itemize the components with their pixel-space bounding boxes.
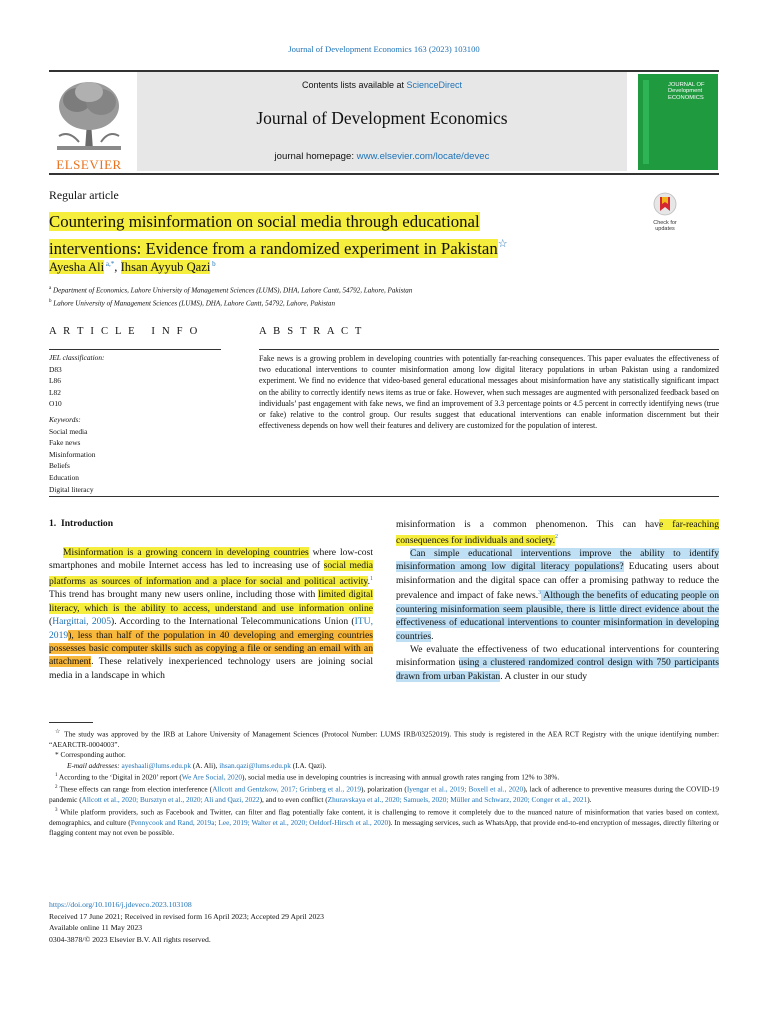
highlight-text: ), less than half of the population in 40 developing and emerging countries possesses basic computer skills such as copying a file or sending an email with an attachment <box>49 629 373 668</box>
footnote-number: 1 <box>55 773 58 779</box>
elsevier-tree-icon <box>49 76 129 152</box>
footnote-text: (A. Ali), <box>191 760 220 770</box>
contents-prefix: Contents lists available at <box>301 80 407 90</box>
highlight-text: Although the benefits of educating people on countering misinformation seem plausible, there is little direct evidence about the effectiveness of educational interventions to counter misinformation in developing countries <box>396 590 720 642</box>
body-text: ( <box>49 616 53 628</box>
citation-link[interactable]: Iyengar et al., 2019; Boxell et al., 2020 <box>406 784 524 794</box>
affiliations <box>49 283 719 310</box>
title-star-note[interactable]: ☆ <box>497 238 508 250</box>
body-text: ). According to the International Telecommunications Union ( <box>111 616 355 628</box>
body-text: where low-cost smartphones and mobile Internet access has led to increasing use of <box>49 547 373 572</box>
highlight-text: limited digital literacy, which is the ability to access, understand and use information online <box>49 589 373 614</box>
footnote-text: These effects can range from election interference ( <box>59 784 213 794</box>
footnote-text: ), social media use in developing countries is increasing with annual growth rates ranging from 12% to 38%. <box>242 772 560 782</box>
article-info-body <box>49 352 221 495</box>
jel-code: L86 <box>49 376 61 386</box>
author-name[interactable]: Ayesha Ali <box>49 260 105 275</box>
cover-line-3: ECONOMICS <box>668 94 704 101</box>
cover-stripe <box>643 80 649 164</box>
footnote-emails <box>49 761 719 772</box>
footnote-mark[interactable]: 3 <box>538 590 542 597</box>
affiliation-text: Department of Economics, Lahore University of Management Sciences (LUMS), DHA, Lahore Cantt, 54792, Lahore, Pakistan <box>51 286 413 295</box>
keyword: Misinformation <box>49 449 96 459</box>
abstract-text: Fake news is a growing problem in developing countries with potentially far-reaching consequences. This paper evaluates the effectiveness of two educational interventions to counter misinformation among low digital literacy populations in urban Pakistan using a randomized experiment. We find no evidence that video-based general educational messages about misinformation have any statistically significant impact on the ability to correctly identify news items as true or fake. However, when such messages are augmented with personalized feedback based on individuals’ past engagement with fake news, we find an improvement of 3.3 percentage points or 4.5 percent in correctly identifying news (true or fake) relative to the control group. Our results suggest that educational interventions can enable information discernment but their effectiveness depends on how well their features and delivery are customized for the population of interest. <box>259 354 719 431</box>
citation-link[interactable]: We Are Social, 2020 <box>181 772 243 782</box>
journal-cover[interactable] <box>638 74 718 170</box>
footnotes <box>49 727 719 839</box>
footnote-number: 3 <box>55 807 58 813</box>
footnote-mark[interactable]: 2 <box>554 534 558 541</box>
affiliation-text: Lahore University of Management Sciences (LUMS), DHA, Lahore Cantt, 54792, Lahore, Pakistan <box>51 299 336 308</box>
footnote-rule <box>49 722 93 723</box>
abstract-rule <box>259 349 719 350</box>
citation-link[interactable]: Hargittai, 2005 <box>52 616 112 628</box>
citation-link[interactable]: Allcott et al., 2020; Bursztyn et al., 2020; Ali and Qazi, 2022 <box>81 795 260 805</box>
highlight-text: social media platforms as sources of information and a place for social and political activity <box>49 560 373 587</box>
jel-code: L82 <box>49 387 61 397</box>
footnote-text: Corresponding author. <box>60 750 126 760</box>
title-line-2: interventions: Evidence from a randomized experiment in Pakistan <box>49 238 498 258</box>
sciencedirect-link[interactable]: ScienceDirect <box>406 80 463 90</box>
intro-right-column <box>396 518 719 683</box>
body-text: . <box>431 630 434 642</box>
intro-right-paragraph <box>396 547 719 643</box>
author-list <box>49 260 216 275</box>
body-text: . A cluster in our study <box>500 670 588 682</box>
highlight-text: Can simple educational interventions improve the ability to identify misinformation among low digital literacy populations? <box>396 548 719 573</box>
jel-label: JEL classification: <box>49 353 105 362</box>
footnote-2 <box>49 783 719 805</box>
footnote-mark[interactable]: 1 <box>370 575 373 582</box>
keyword: Social media <box>49 426 88 436</box>
author-name[interactable]: Ihsan Ayyub Qazi <box>120 260 211 275</box>
doi-link[interactable]: https://doi.org/10.1016/j.jdeveco.2023.103108 <box>49 900 192 909</box>
publication-info <box>49 899 719 945</box>
homepage-line <box>137 151 627 162</box>
intro-right-paragraph <box>396 643 719 683</box>
homepage-prefix: journal homepage: <box>274 151 357 162</box>
running-header[interactable]: Journal of Development Economics 163 (2023) 103100 <box>288 44 480 54</box>
star-mark: ☆ <box>55 729 62 735</box>
footnote-number: 2 <box>55 785 58 791</box>
contents-line <box>137 80 627 90</box>
cover-title <box>668 82 716 101</box>
keyword: Fake news <box>49 438 81 448</box>
citation-link[interactable]: ITU, 2019 <box>49 616 373 641</box>
affiliation-mark: b <box>49 299 52 305</box>
intro-left-paragraph <box>49 546 373 682</box>
abstract-heading: A B S T R A C T <box>259 326 364 337</box>
highlight-text: Misinformation is a growing concern in developing countries <box>63 547 309 558</box>
check-updates-line-2: updates <box>655 226 675 233</box>
cover-line-1: JOURNAL OF <box>668 82 705 88</box>
received-dates: Received 17 June 2021; Received in revised form 16 April 2023; Accepted 29 April 2023 <box>49 911 324 921</box>
footnote-1 <box>49 771 719 783</box>
author-affiliation-mark[interactable]: b <box>210 260 216 268</box>
article-title <box>49 210 629 260</box>
footnote-text: According to the ‘Digital in 2020’ report ( <box>58 772 182 782</box>
highlight-text: e far-reaching consequences for individuals and society. <box>396 519 719 546</box>
footnote-corresponding: * Corresponding author. <box>55 750 126 760</box>
footnote-text: ), and to even conflict ( <box>259 795 328 805</box>
copyright: 0304-3878/© 2023 Elsevier B.V. All rights reserved. <box>49 934 211 944</box>
email-label: E-mail addresses: <box>67 760 120 770</box>
abstract-bottom-rule <box>49 496 719 497</box>
footnote-text: ). In messaging services, such as WhatsApp, that provide end-to-end encryption of messages, directly filtering or flagging content may not even be possible. <box>49 817 719 838</box>
available-online: Available online 11 May 2023 <box>49 923 143 933</box>
author-separator: , <box>114 260 121 275</box>
keyword: Education <box>49 472 79 482</box>
footnote-text: (I.A. Qazi). <box>290 760 327 770</box>
footnote-text: ). <box>587 795 592 805</box>
intro-right-paragraph <box>396 518 719 547</box>
citation-link[interactable]: Allcott and Gentzkow, 2017; Grinberg et al., 2019 <box>212 784 361 794</box>
footnote-star <box>49 727 719 750</box>
homepage-link[interactable]: www.elsevier.com/locate/devec <box>356 151 490 162</box>
email-link[interactable]: ayeshaali@lums.edu.pk <box>121 760 191 770</box>
jel-code: D83 <box>49 364 62 374</box>
section-heading: 1. Introduction <box>49 518 114 529</box>
elsevier-wordmark: ELSEVIER <box>56 157 122 172</box>
body-text: . These relatively inexperienced technology users are joining social media in a landscape in which <box>49 656 373 681</box>
footnote-text: The study was approved by the IRB at Lahore University of Management Sciences (Protocol Number: LUMS IRB/03252019). This study is registered in the AEA RCT Registry with the unique identifying number: “AEARCTR-0004003”. <box>49 729 719 749</box>
keyword: Beliefs <box>49 461 70 471</box>
banner-rule <box>49 173 719 175</box>
body-text: . <box>367 576 370 587</box>
title-line-1: Countering misinformation on social media through educational <box>49 212 480 231</box>
body-text: misinformation is a common phenomenon. This can hav <box>396 519 659 530</box>
journal-title: Journal of Development Economics <box>256 108 508 128</box>
email-link[interactable]: ihsan.qazi@lums.edu.pk <box>219 760 291 770</box>
keyword: Digital literacy <box>49 484 94 494</box>
affiliation-mark: a <box>49 286 52 291</box>
author-affiliation-mark[interactable]: a,* <box>104 260 115 268</box>
cover-line-2: Development <box>668 88 703 95</box>
keywords-label: Keywords: <box>49 414 81 424</box>
footnote-text: ), polarization ( <box>360 784 407 794</box>
footnote-text: While platform providers, such as Facebook and Twitter, can filter and flag potentially fake content, it is challenging to remove it completely due to the nuanced nature of misinformation that varies based on context, demographics, and culture ( <box>49 807 719 827</box>
highlight-text: using a clustered randomized control design with 750 participants drawn from urban Pakistan <box>396 657 719 682</box>
footnote-text: ), lack of adherence to preventive measures during the COVID-19 pandemic ( <box>49 784 720 805</box>
bookmark-icon <box>645 192 685 216</box>
body-text: Educating users about misinformation and the digital space can offer a promising pathway to reduce the prevalence and impact of fake news. <box>396 561 719 602</box>
jel-code: O10 <box>49 399 62 409</box>
check-for-updates[interactable] <box>645 192 685 232</box>
check-updates-line-1: Check for <box>653 220 677 226</box>
elsevier-logo[interactable] <box>49 76 129 172</box>
article-info-rule <box>49 349 221 350</box>
article-type: Regular article <box>49 188 119 202</box>
body-text: This trend has brought many new users online, including those with <box>49 589 319 601</box>
footnote-3 <box>49 806 719 839</box>
article-info-heading: A R T I C L E I N F O <box>49 326 200 337</box>
body-text: We evaluate the effectiveness of two educational interventions for countering misinformation <box>396 644 719 669</box>
citation-link[interactable]: Pennycook and Rand, 2019a; Lee, 2019; Walter et al., 2020; Oeldorf-Hirsch et al., 2020 <box>130 817 389 827</box>
citation-link[interactable]: Zhuravskaya et al., 2020; Samuels, 2020; Müller and Schwarz, 2020; Conger et al., 2021 <box>327 795 588 805</box>
